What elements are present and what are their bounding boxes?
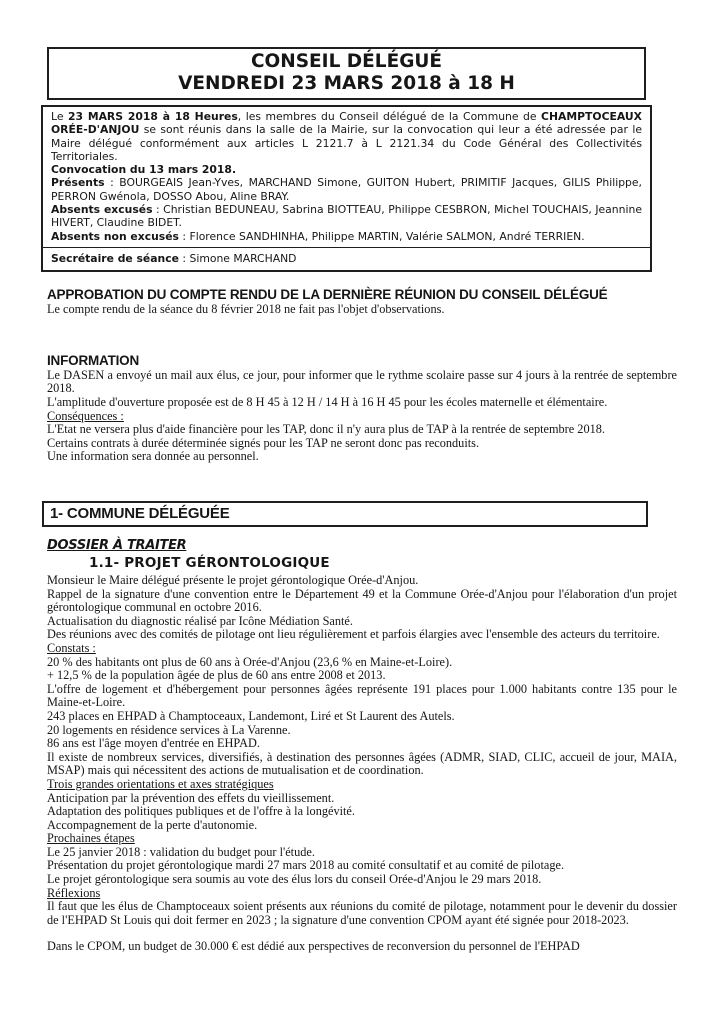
title-line-2: VENDREDI 23 MARS 2018 à 18 H (178, 73, 515, 94)
project-line: Dans le CPOM, un budget de 30.000 € est dédié aux perspectives de reconversion du personnel de l'EHPAD (47, 939, 580, 954)
project-line: Actualisation du diagnostic réalisé par Icône Médiation Santé. (47, 613, 353, 628)
presents-names: BOURGEAIS Jean-Yves, MARCHAND Simone, GUITON Hubert, PRIMITIF Jacques, GILIS Philippe, PERRON Gwénola, DOSSO Abou, Aline BRAY. (51, 176, 642, 203)
project-line: 243 places en EHPAD à Champtoceaux, Landemont, Liré et St Laurent des Autels. (47, 708, 455, 723)
dossier-heading: DOSSIER À TRAITER (47, 538, 187, 554)
project-line: 86 ans est l'âge moyen d'entrée en EHPAD. (47, 736, 260, 751)
commune-name: CHAMPTOCEAUX ORÉE-D'ANJOU (51, 110, 642, 137)
meeting-datetime: 23 MARS 2018 à 18 Heures (67, 110, 238, 123)
information-heading: INFORMATION (47, 352, 140, 368)
meeting-intro (51, 110, 642, 163)
project-line: Anticipation par la prévention des effets du vieillissement. (47, 790, 335, 805)
commune-section-box (42, 501, 648, 527)
section-information (47, 353, 677, 464)
absents-excuses-line: Absents excusés : Christian BEDUNEAU, Sabrina BIOTTEAU, Philippe CESBRON, Michel TOUCHAIS, Jeannine HIVERT, Claudine BIDET. (51, 203, 642, 230)
information-line: L'amplitude d'ouverture proposée est de 8 H 45 à 12 H / 14 H à 16 H 45 pour les écoles maternelle et élémentaire. (47, 395, 608, 410)
intro-text: , les membres du Conseil délégué de la Commune de (237, 110, 542, 123)
project-line: Il existe de nombreux services, diversifiés, à destination des personnes âgées (ADMR, SIAD, CLIC, accueil de jour, MAIA, MSAP) mais qui nécessitent des actions de mutualisation et de coordination. (47, 749, 677, 778)
project-line: Accompagnement de la perte d'autonomie. (47, 817, 258, 832)
section-approbation (47, 287, 677, 317)
title-box (47, 47, 646, 100)
project-lines (47, 574, 677, 954)
meeting-details-box (41, 105, 652, 272)
project-line: Adaptation des politiques publiques et de l'offre à la longévité. (47, 804, 355, 819)
information-line: Certains contrats à durée déterminée signés pour les TAP ne seront donc pas reconduits. (47, 435, 480, 450)
project-line: L'offre de logement et d'hébergement pour personnes âgées représente 191 places pour 1.000 habitants contre 135 pour le Maine-et-Loire. (47, 681, 677, 710)
secretary-row: Secrétaire de séance : Simone MARCHAND (43, 247, 650, 270)
absents-excuses-names: Christian BEDUNEAU, Sabrina BIOTTEAU, Philippe CESBRON, Michel TOUCHAIS, Jeannine HIVERT, Claudine BIDET. (51, 203, 642, 230)
project-line: Le projet gérontologique sera soumis au vote des élus lors du conseil Orée-d'Anjou le 29 mars 2018. (47, 872, 542, 887)
project-line: Trois grandes orientations et axes stratégiques (47, 776, 274, 791)
absents-non-excuses-line: Absents non excusés : Florence SANDHINHA, Philippe MARTIN, Valérie SALMON, André TERRIEN. (51, 229, 585, 243)
information-line: L'Etat ne versera plus d'aide financière pour les TAP, donc il n'y aura plus de TAP à la rentrée de septembre 2018. (47, 422, 605, 437)
information-line: Conséquences : (47, 408, 124, 423)
absents-non-excuses-label: Absents non excusés (51, 229, 179, 243)
convocation-line: Convocation du 13 mars 2018. (51, 163, 237, 177)
information-line: Le DASEN a envoyé un mail aux élus, ce jour, pour informer que le rythme scolaire passe sur 4 jours à la rentrée de septembre 2018. (47, 367, 677, 396)
project-line: Le 25 janvier 2018 : validation du budget pour l'étude. (47, 844, 315, 859)
intro-text: se sont réunis dans la salle de la Mairie, sur la convocation qui leur a été adressée par le Maire délégué conformément aux articles L 2121.7 à L 2121.34 du Code Général des Collectivités Territoriales. (51, 123, 642, 163)
approbation-body: Le compte rendu de la séance du 8 février 2018 ne fait pas l'objet d'observations. (47, 302, 445, 317)
project-line: Des réunions avec des comités de pilotage ont lieu régulièrement et parfois élargies avec l'ensemble des acteurs du territoire. (47, 627, 660, 642)
project-line: Constats : (47, 640, 96, 655)
secretary-label: Secrétaire de séance (51, 251, 179, 265)
project-line: Prochaines étapes (47, 831, 135, 846)
presents-label: Présents (51, 176, 105, 190)
project-heading: 1.1- PROJET GÉRONTOLOGIQUE (89, 555, 330, 572)
secretary-name: Simone MARCHAND (189, 251, 297, 265)
project-line: Rappel de la signature d'une convention entre le Département 49 et la Commune Orée-d'Anjou pour l'élaboration d'un projet gérontologique communal en octobre 2016. (47, 586, 677, 615)
information-lines (47, 369, 677, 464)
project-line: Réflexions (47, 885, 101, 900)
intro-text: Le (51, 110, 68, 123)
approbation-heading: APPROBATION DU COMPTE RENDU DE LA DERNIÈRE RÉUNION DU CONSEIL DÉLÉGUÉ (47, 287, 608, 303)
project-line: Monsieur le Maire délégué présente le projet gérontologique Orée-d'Anjou. (47, 573, 419, 588)
presents-line: Présents : BOURGEAIS Jean-Yves, MARCHAND Simone, GUITON Hubert, PRIMITIF Jacques, GILIS Philippe, PERRON Gwénola, DOSSO Abou, Aline BRAY. (51, 176, 642, 203)
project-line: 20 % des habitants ont plus de 60 ans à Orée-d'Anjou (23,6 % en Maine-et-Loire). (47, 654, 453, 669)
absents-non-excuses-names: Florence SANDHINHA, Philippe MARTIN, Valérie SALMON, André TERRIEN. (189, 229, 585, 243)
absents-excuses-label: Absents excusés (51, 203, 153, 217)
project-line: Il faut que les élus de Champtoceaux soient présents aux réunions du comité de pilotage, notamment pour le devenir du dossier de l'EHPAD St Louis qui doit fermer en 2023 ; la signature d'une convention CPOM ayant été signée pour 2018-2023. (47, 899, 677, 927)
meeting-details (43, 107, 650, 247)
commune-heading: 1- COMMUNE DÉLÉGUÉE (50, 505, 230, 523)
title-line-1: CONSEIL DÉLÉGUÉ (250, 51, 443, 72)
project-line: + 12,5 % de la population âgée de plus de 60 ans entre 2008 et 2013. (47, 668, 386, 683)
project-line: Présentation du projet gérontologique mardi 27 mars 2018 au comité consultatif et au comité de pilotage. (47, 858, 565, 873)
project-line: 20 logements en résidence services à La Varenne. (47, 722, 291, 737)
information-line: Une information sera donnée au personnel. (47, 449, 259, 464)
